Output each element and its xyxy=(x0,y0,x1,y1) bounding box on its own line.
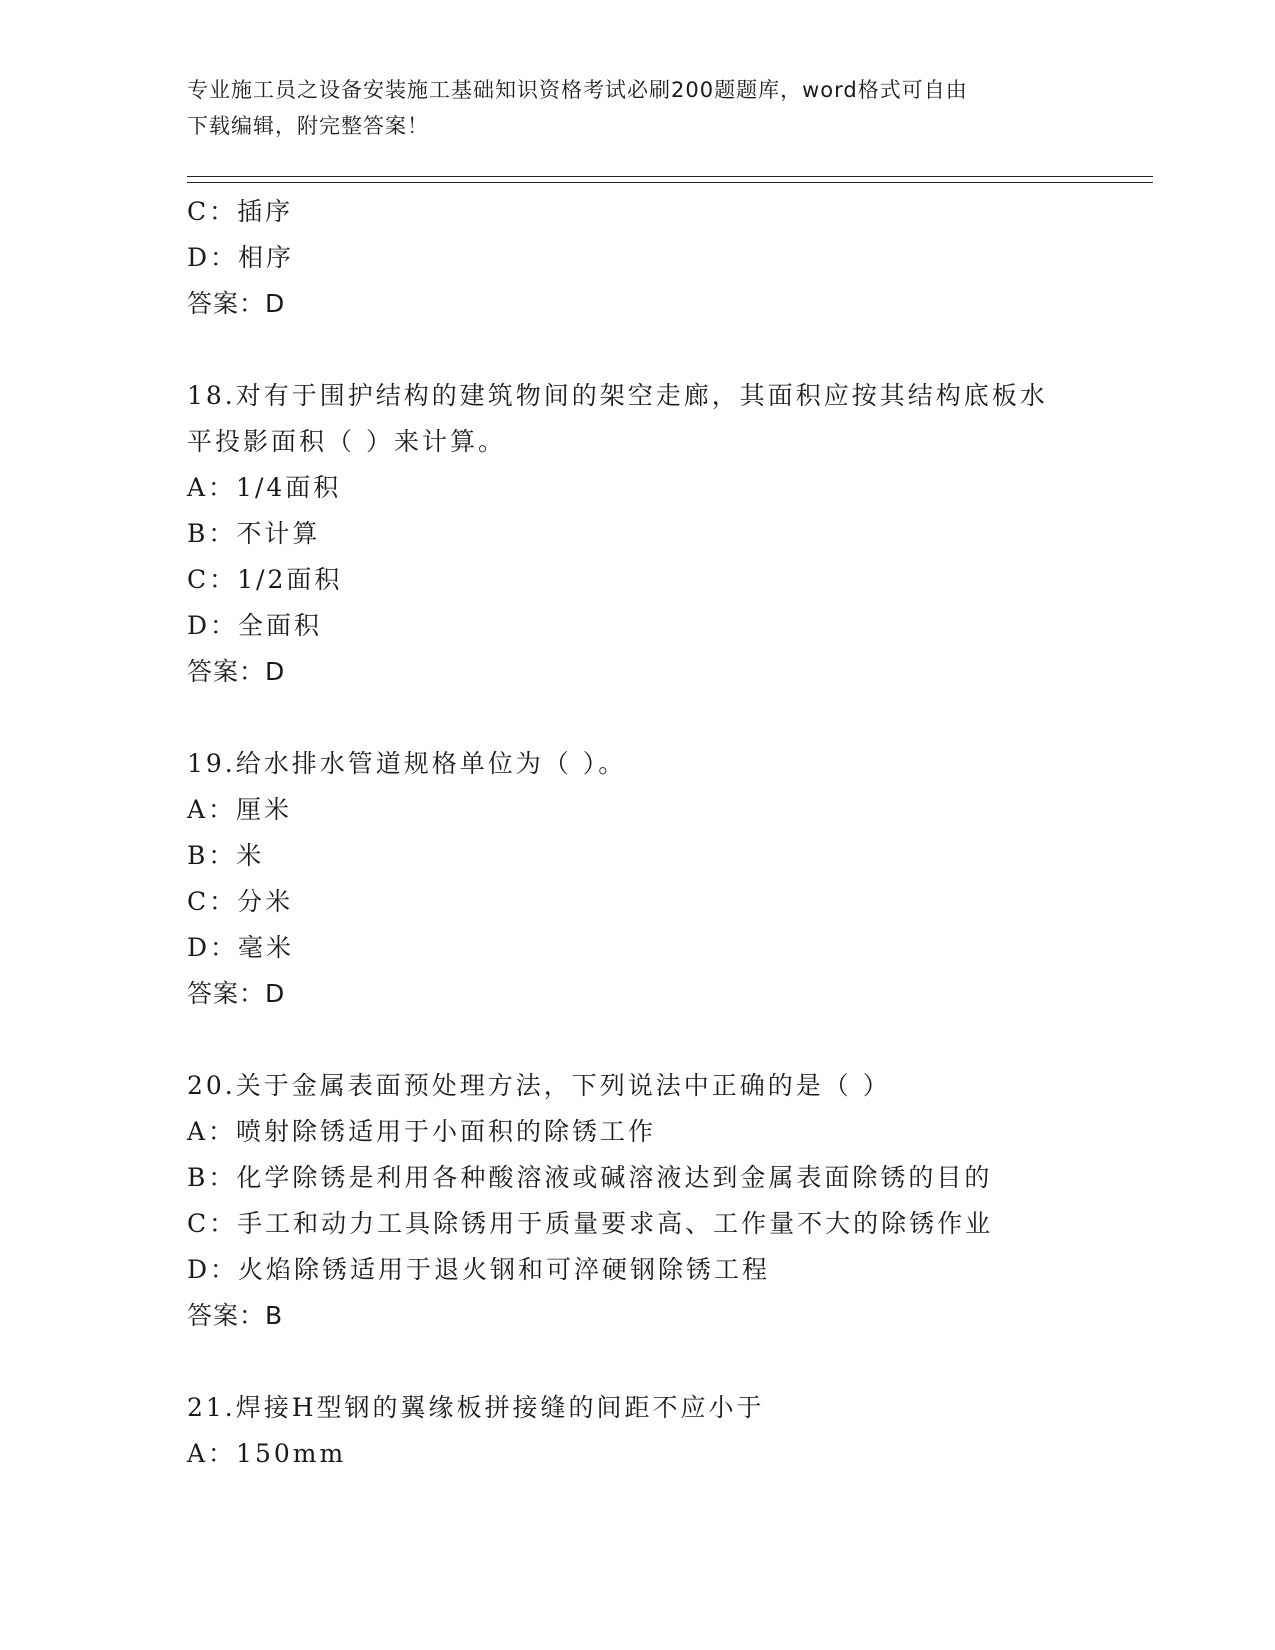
option-a: A：1/4面积 xyxy=(187,473,342,502)
option-b: B：不计算 xyxy=(187,519,321,548)
question-stem: 18.对有于围护结构的建筑物间的架空走廊，其面积应按其结构底板水 xyxy=(187,381,1048,410)
option-a: A：喷射除锈适用于小面积的除锈工作 xyxy=(187,1117,657,1146)
option-a: A：厘米 xyxy=(187,795,293,824)
spacer xyxy=(187,1339,1127,1385)
answer: 答案：B xyxy=(187,1301,284,1330)
question-21 xyxy=(187,1385,1127,1477)
question-19 xyxy=(187,741,1127,1017)
question-17-tail xyxy=(187,189,1127,327)
option-a: A：150mm xyxy=(187,1439,347,1468)
spacer xyxy=(187,327,1127,373)
document-header xyxy=(187,72,1067,144)
question-list xyxy=(187,189,1127,1477)
option-b: B：化学除锈是利用各种酸溶液或碱溶液达到金属表面除锈的目的 xyxy=(187,1163,993,1192)
question-stem: 21.焊接H型钢的翼缘板拼接缝的间距不应小于 xyxy=(187,1393,765,1422)
option-d: D：火焰除锈适用于退火钢和可淬硬钢除锈工程 xyxy=(187,1255,771,1284)
header-divider-top xyxy=(187,176,1153,177)
option-c: C：分米 xyxy=(187,887,294,916)
question-stem-continued: 平投影面积（ ）来计算。 xyxy=(187,427,506,456)
header-title-line-1: 专业施工员之设备安装施工基础知识资格考试必刷200题题库，word格式可自由 xyxy=(187,78,968,102)
spacer xyxy=(187,1017,1127,1063)
option-c: C：插序 xyxy=(187,197,294,226)
option-c: C：手工和动力工具除锈用于质量要求高、工作量不大的除锈作业 xyxy=(187,1209,994,1238)
question-stem: 19.给水排水管道规格单位为（ ）。 xyxy=(187,749,627,778)
question-stem: 20.关于金属表面预处理方法，下列说法中正确的是（ ） xyxy=(187,1071,891,1100)
option-d: D：全面积 xyxy=(187,611,323,640)
answer: 答案：D xyxy=(187,289,286,318)
option-c: C：1/2面积 xyxy=(187,565,343,594)
option-d: D：毫米 xyxy=(187,933,295,962)
header-divider-bottom xyxy=(187,182,1153,183)
question-18 xyxy=(187,373,1127,695)
question-20 xyxy=(187,1063,1127,1339)
option-b: B：米 xyxy=(187,841,265,870)
header-title-line-2: 下载编辑，附完整答案！ xyxy=(187,114,429,138)
answer: 答案：D xyxy=(187,657,286,686)
spacer xyxy=(187,695,1127,741)
option-d: D：相序 xyxy=(187,243,295,272)
answer: 答案：D xyxy=(187,979,286,1008)
